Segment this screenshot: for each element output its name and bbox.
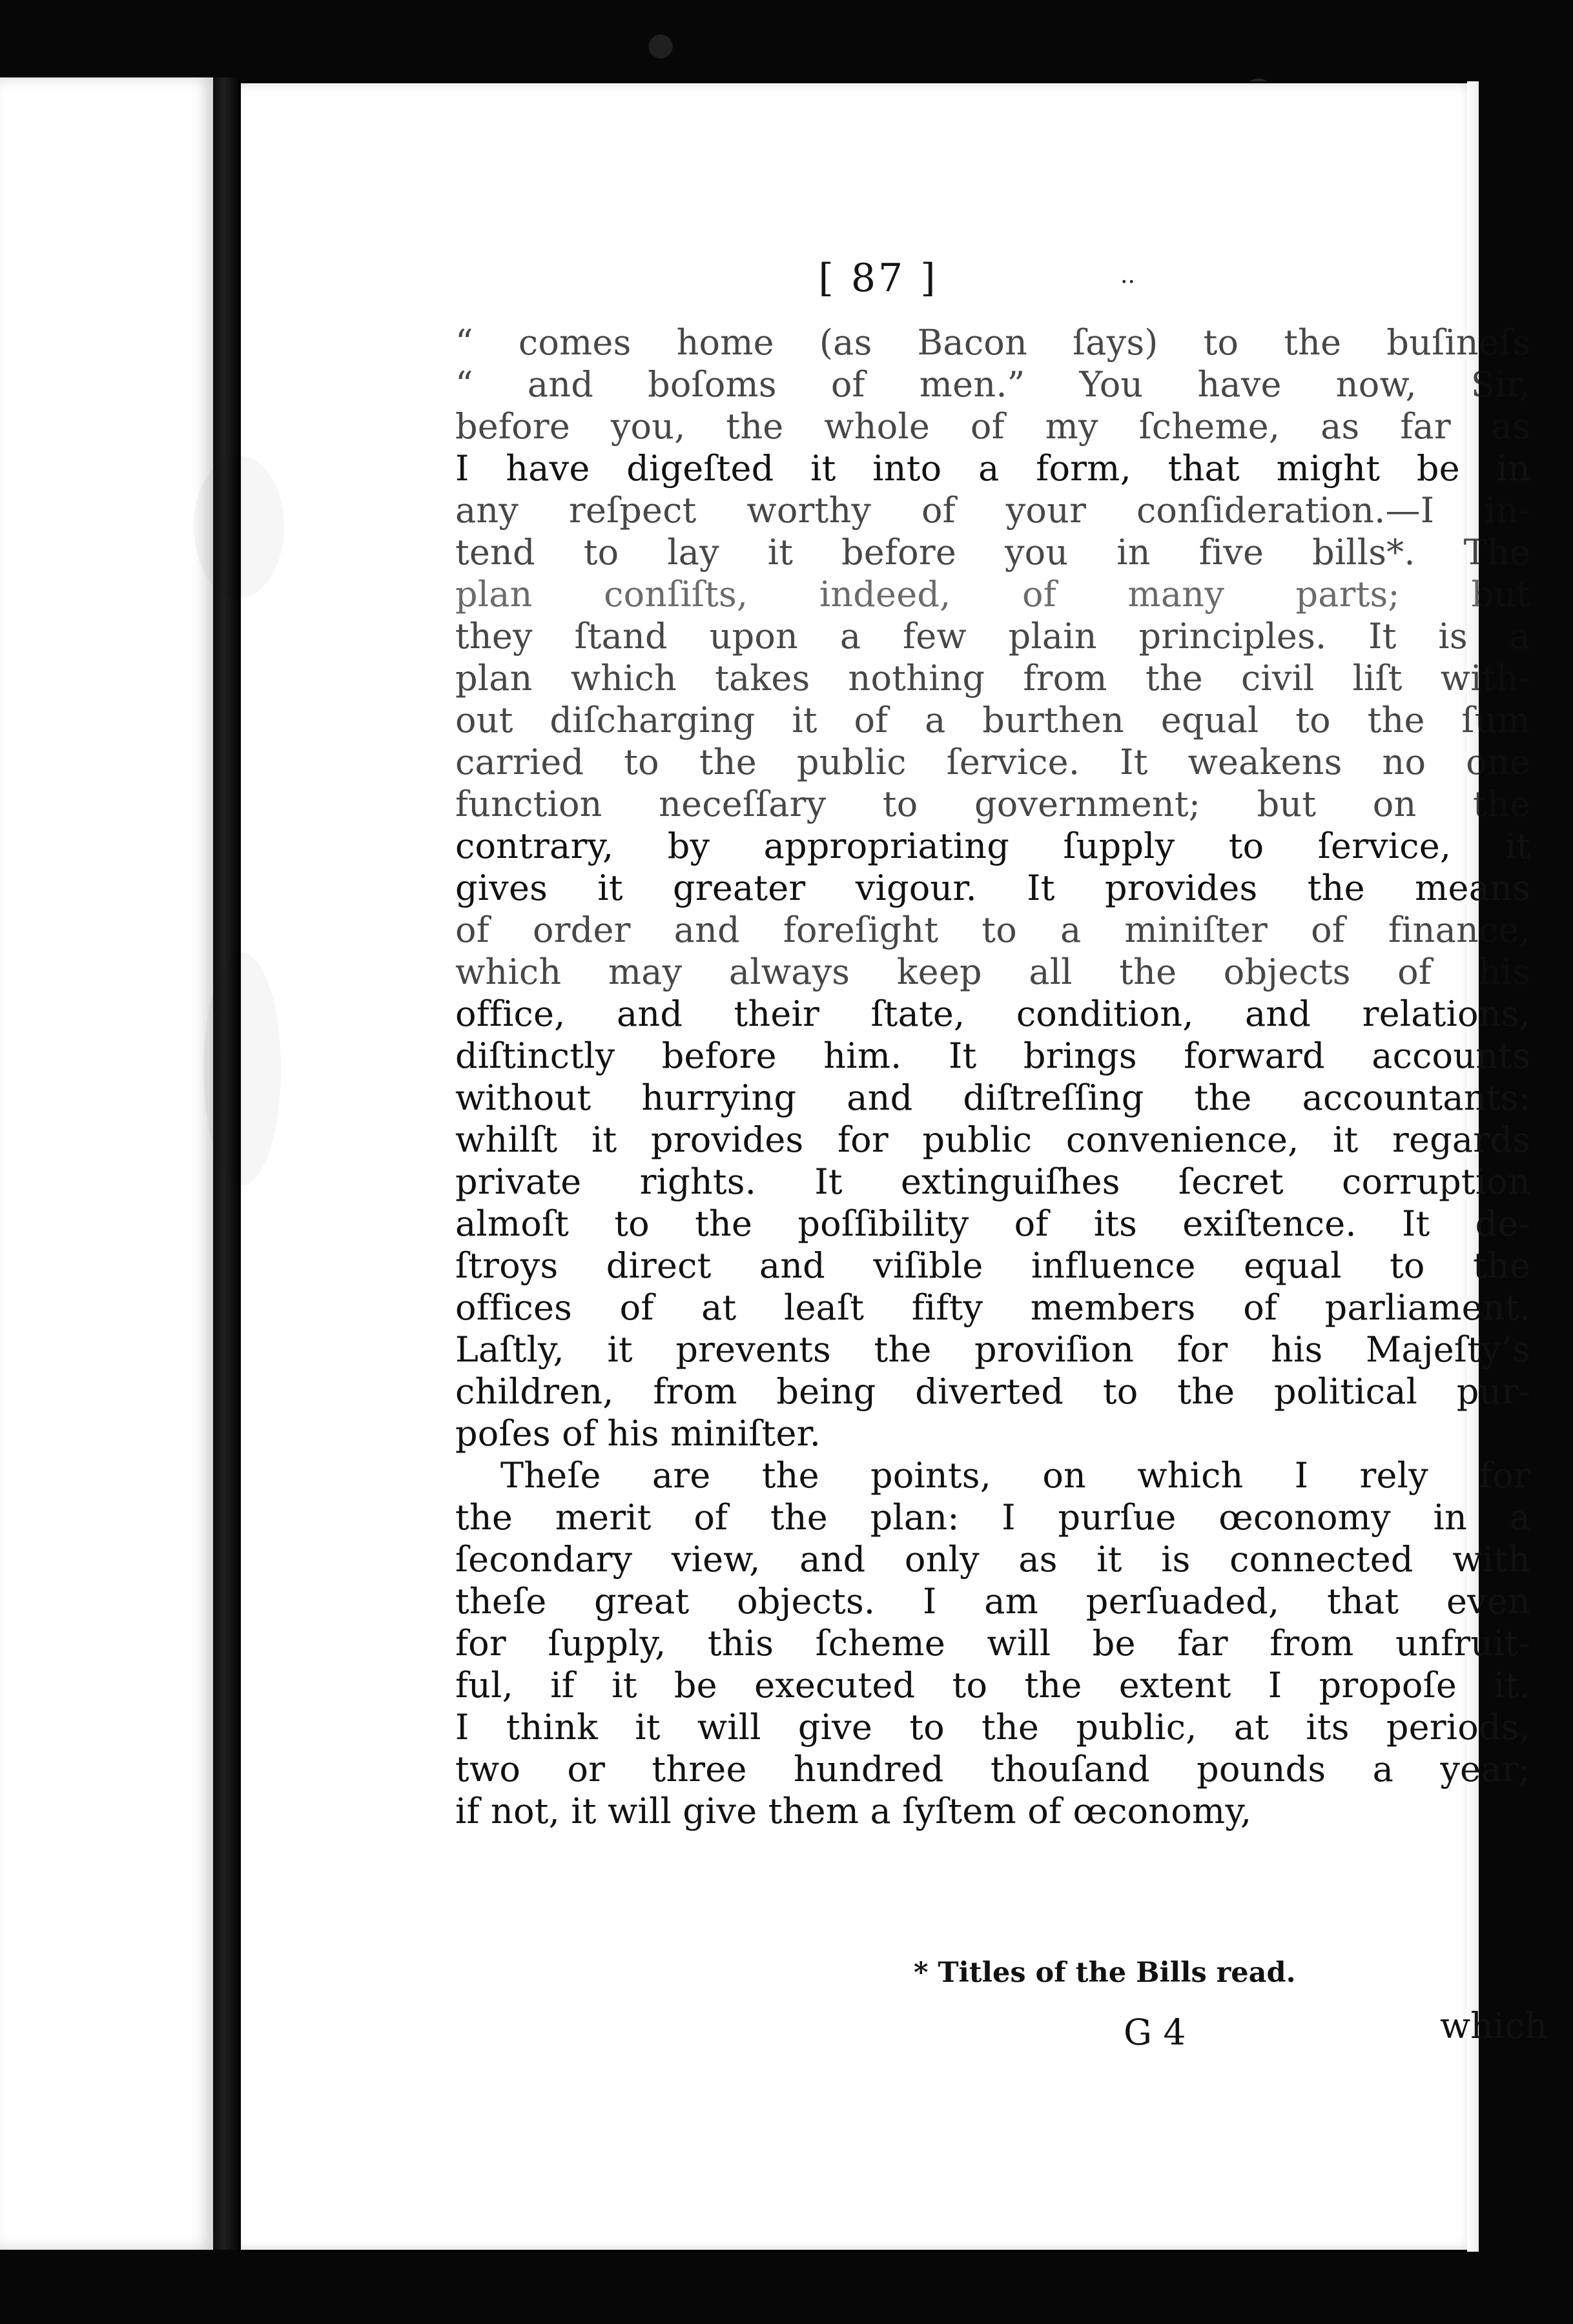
- text-line: for ſupply, this ſcheme will be far from unfruit-: [455, 1623, 1530, 1664]
- text-line: theſe great objects. I am perſuaded, that even: [455, 1581, 1530, 1622]
- text-line: before you, the whole of my ſcheme, as far as: [455, 406, 1530, 447]
- text-line: contrary, by appropriating ſupply to ſervice, it: [455, 826, 1530, 866]
- text-line: offices of at leaſt fifty members of parliament.: [455, 1287, 1530, 1328]
- text-line: two or three hundred thouſand pounds a year;: [455, 1749, 1530, 1789]
- text-line: diſtinctly before him. It brings forward accounts: [455, 1035, 1530, 1076]
- text-line: private rights. It extinguiſhes ſecret corruption: [455, 1161, 1530, 1202]
- left-page-edge: [0, 77, 216, 2250]
- text-line: without hurrying and diſtreſſing the accountants:: [455, 1077, 1530, 1118]
- text-line: ful, if it be executed to the extent I propoſe it.: [455, 1665, 1530, 1706]
- text-line: the merit of the plan: I purſue œconomy in a: [455, 1497, 1530, 1538]
- page-text: [455, 321, 1530, 1832]
- text-line: carried to the public ſervice. It weakens no one: [455, 742, 1530, 782]
- text-line: plan which takes nothing from the civil liſt with-: [455, 658, 1530, 698]
- text-line: almoſt to the poſſibility of its exiſtence. It de-: [455, 1203, 1530, 1244]
- text-line: function neceſſary to government; but on the: [455, 784, 1530, 824]
- text-line: I think it will give to the public, at its periods,: [455, 1707, 1530, 1748]
- text-line: poſes of his miniſter.: [455, 1413, 821, 1454]
- text-line: whilſt it provides for public convenience, it regards: [455, 1119, 1530, 1160]
- text-line: tend to lay it before you in five bills*. The: [455, 532, 1530, 573]
- page-number: [ 87 ]: [818, 256, 938, 301]
- text-line: of order and foreſight to a miniſter of finance,: [455, 910, 1530, 950]
- text-line: Theſe are the points, on which I rely for: [500, 1455, 1530, 1496]
- text-line: gives it greater vigour. It provides the means: [455, 868, 1530, 908]
- text-line: any reſpect worthy of your conſideration.—I in-: [455, 490, 1530, 531]
- text-line: children, from being diverted to the political pur-: [455, 1371, 1530, 1412]
- text-line: if not, it will give them a ſyſtem of œconomy,: [455, 1791, 1252, 1831]
- text-line: “ and boſoms of men.” You have now, Sir,: [455, 364, 1530, 405]
- footnote: * Titles of the Bills read.: [914, 1957, 1296, 1989]
- signature-mark: G 4: [1124, 2012, 1186, 2053]
- text-line: “ comes home (as Bacon ſays) to the buſineſs: [455, 322, 1530, 363]
- page-smudge: [203, 953, 281, 1185]
- text-line: they ſtand upon a few plain principles. It is a: [455, 616, 1530, 657]
- text-line: ſtroys direct and viſible influence equal to the: [455, 1245, 1530, 1286]
- page-smudge: [194, 456, 284, 598]
- header-mark: ..: [1120, 262, 1135, 289]
- book-page: [239, 81, 1548, 2252]
- text-line: ſecondary view, and only as it is connected with: [455, 1539, 1530, 1580]
- text-line: Laſtly, it prevents the proviſion for his Majeſty’s: [455, 1329, 1530, 1370]
- text-line: I have digeſted it into a form, that might be in: [455, 448, 1530, 489]
- text-line: out diſcharging it of a burthen equal to the ſum: [455, 700, 1530, 740]
- text-line: which may always keep all the objects of his: [455, 952, 1530, 992]
- text-line: plan conſiſts, indeed, of many parts; but: [455, 574, 1530, 615]
- text-line: office, and their ſtate, condition, and relations,: [455, 994, 1530, 1034]
- catchword: which: [1440, 2005, 1548, 2046]
